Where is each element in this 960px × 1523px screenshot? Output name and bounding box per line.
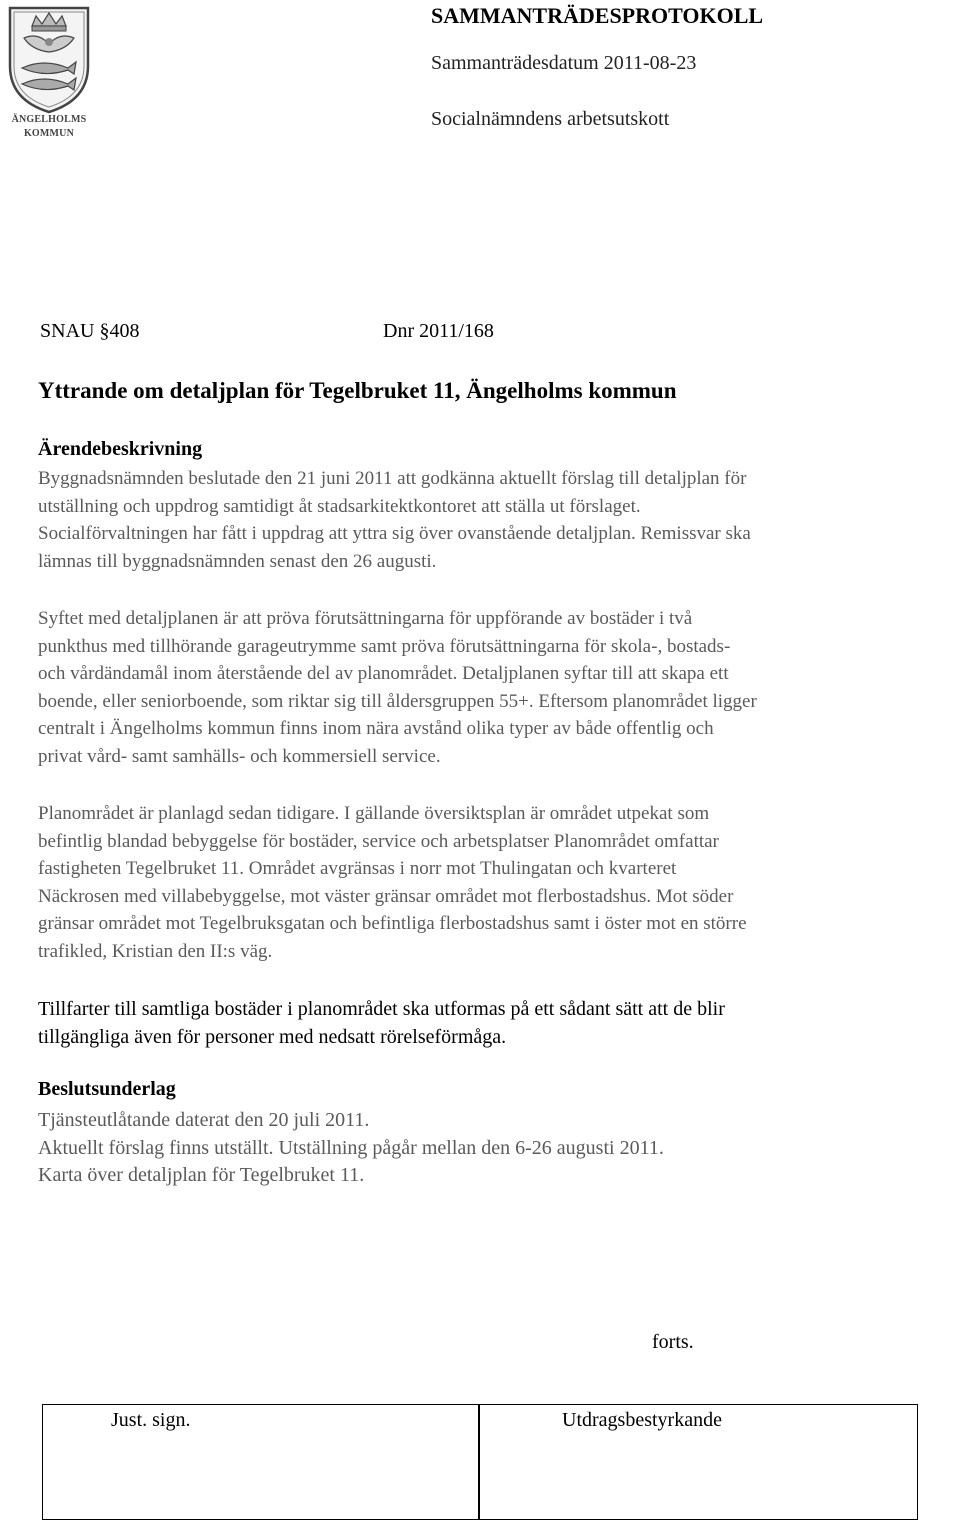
continued-marker: forts. <box>652 1331 694 1353</box>
paragraph-tillfarter <box>38 996 938 1051</box>
list-item: Karta över detaljplan för Tegelbruket 11. <box>38 1164 365 1186</box>
text-line: Syftet med detaljplanen är att pröva förutsättningarna för uppförande av bostäder i två <box>38 608 693 629</box>
text-line: Näckrosen med villabebyggelse, mot väster gränsar området mot flerbostadshus. Mot söder <box>38 885 734 907</box>
text-line: och vårdändamål inom återstående del av planområdet. Detaljplanen syftar till att skapa ett <box>38 663 729 684</box>
protocol-title: SAMMANTRÄDESPROTOKOLL <box>431 3 764 28</box>
text-line: lämnas till byggnadsnämnden senast den 26 augusti. <box>38 550 437 572</box>
heading-beslutsunderlag: Beslutsunderlag <box>38 1078 176 1100</box>
crest-shield-icon <box>4 4 94 114</box>
text-line: Tillfarter till samtliga bostäder i planområdet ska utformas på ett sådant sätt att de blir <box>38 998 725 1020</box>
meeting-date: Sammanträdesdatum 2011-08-23 <box>431 52 697 74</box>
text-line: fastigheten Tegelbruket 11. Området avgränsas i norr mot Thulingatan och kvarteret <box>38 858 677 879</box>
case-number <box>40 320 139 343</box>
list-beslutsunderlag <box>38 1107 938 1190</box>
case-number-value: 408 <box>109 320 140 342</box>
text-line: boende, eller seniorboende, som riktar sig till åldersgruppen 55+. Eftersom planområdet ligger <box>38 690 757 712</box>
list-item: Tjänsteutlåtande daterat den 20 juli 2011. <box>38 1109 370 1131</box>
text-line: centralt i Ängelholms kommun finns inom nära avstånd olika typer av både offentlig och <box>38 718 714 739</box>
logo-text-line2: KOMMUN <box>23 128 75 139</box>
text-line: Planområdet är planlagd sedan tidigare. I gällande översiktsplan är området utpekat som <box>38 803 710 824</box>
just-sign-label: Just. sign. <box>111 1409 191 1431</box>
text-line: trafikled, Kristian den II:s väg. <box>38 940 273 962</box>
signature-divider <box>478 1405 480 1519</box>
paragraph-arendebeskrivning <box>38 465 938 575</box>
heading-arendebeskrivning: Ärendebeskrivning <box>38 438 203 460</box>
utdragsbestyrkande-label: Utdragsbestyrkande <box>562 1409 722 1431</box>
paragraph-syftet <box>38 605 938 770</box>
committee-name: Socialnämndens arbetsutskott <box>431 108 670 130</box>
case-number-prefix: SNAU <box>40 320 100 342</box>
logo-text-line1: ÄNGELHOLMS <box>11 114 87 125</box>
text-line: tillgängliga även för personer med nedsatt rörelseförmåga. <box>38 1025 507 1048</box>
text-line: utställning och uppdrog samtidigt åt stadsarkitektkontoret att ställa ut förslaget. <box>38 495 641 517</box>
paragraph-planomradet <box>38 800 938 965</box>
list-item: Aktuellt förslag finns utställt. Utställning pågår mellan den 6-26 augusti 2011. <box>38 1136 664 1159</box>
signature-box <box>42 1404 918 1520</box>
text-line: Byggnadsnämnden beslutade den 21 juni 2011 att godkänna aktuellt förslag till detaljplan för <box>38 468 747 489</box>
dnr-number: Dnr 2011/168 <box>383 320 494 342</box>
text-line: privat vård- samt samhälls- och kommersiell service. <box>38 745 441 767</box>
text-line: befintlig blandad bebyggelse för bostäder, service och arbetsplatser Planområdet omfattar <box>38 830 719 852</box>
text-line: Socialförvaltningen har fått i uppdrag att yttra sig över ovanstående detaljplan. Remissvar ska <box>38 523 751 544</box>
text-line: punkthus med tillhörande garageutrymme samt pröva förutsättningarna för skola-, bostads- <box>38 635 731 657</box>
page-title: Yttrande om detaljplan för Tegelbruket 11, Ängelholms kommun <box>38 378 677 403</box>
section-sign-icon: § <box>99 320 110 342</box>
municipal-crest-logo <box>4 4 94 144</box>
text-line: gränsar området mot Tegelbruksgatan och befintliga flerbostadshus samt i öster mot en större <box>38 913 747 934</box>
